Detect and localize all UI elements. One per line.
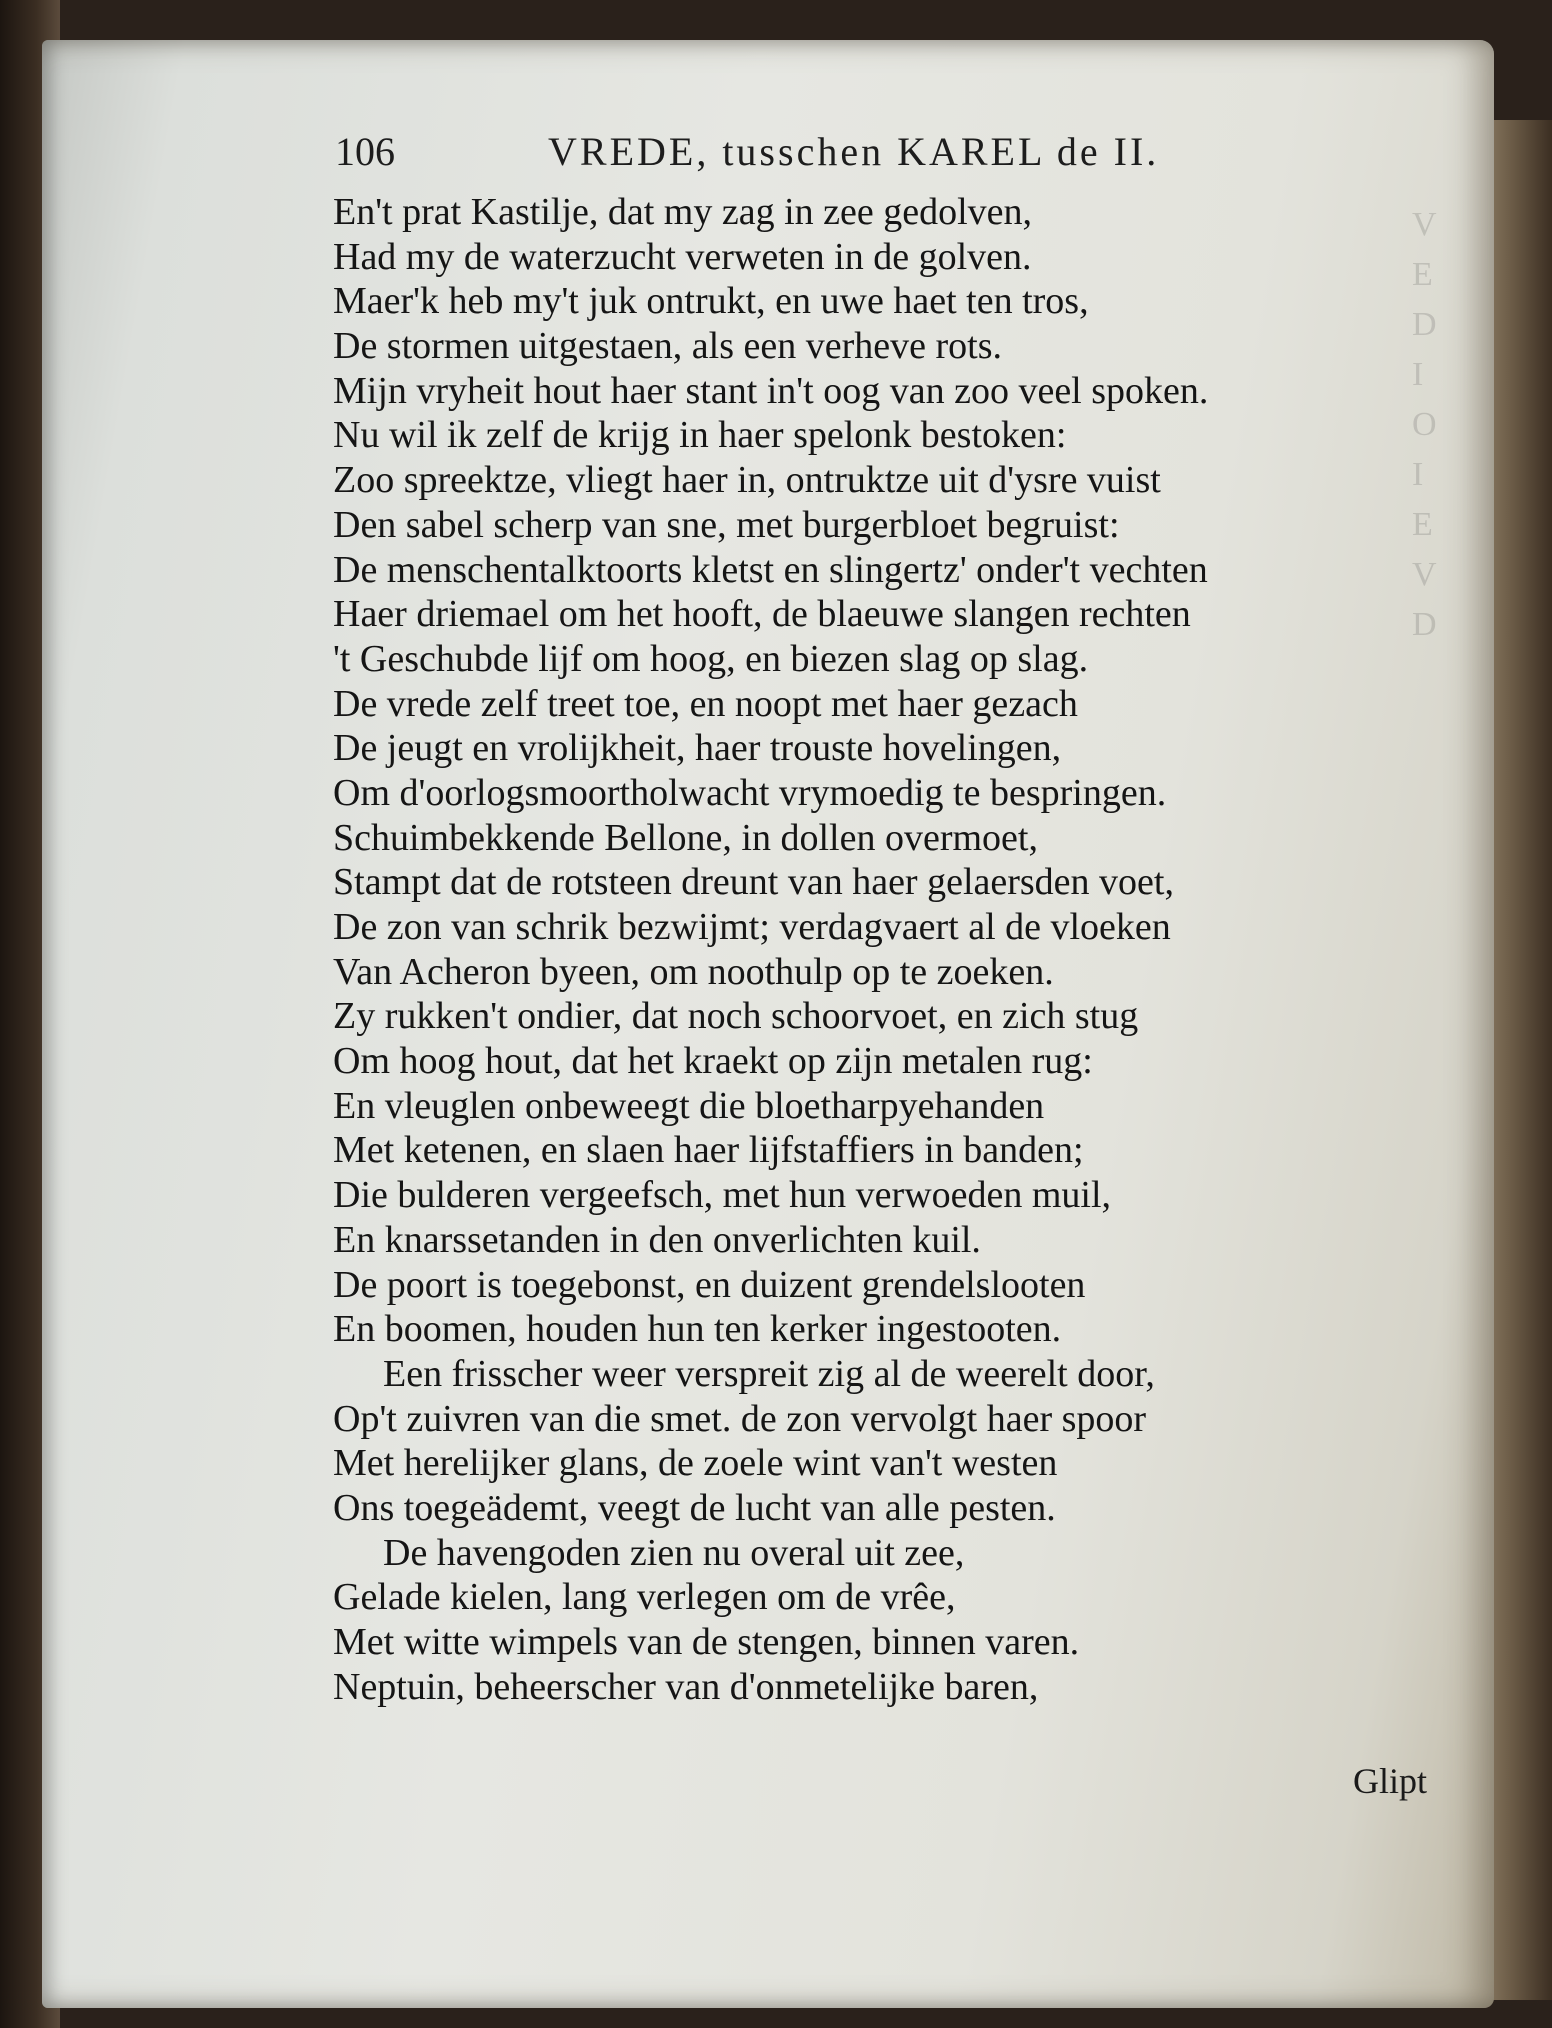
verse-line: Stampt dat de rotsteen dreunt van haer gelaersden voet, xyxy=(333,861,1174,904)
verse-line: De zon van schrik bezwijmt; verdagvaert al de vloeken xyxy=(333,906,1171,948)
verse-line: En boomen, houden hun ten kerker ingestooten. xyxy=(333,1308,1062,1351)
verse-line: Maer'k heb my't juk ontrukt, en uwe haet ten tros, xyxy=(333,280,1089,323)
verse-line: Haer driemael om het hooft, de blaeuwe slangen rechten xyxy=(333,593,1191,636)
verse-line: Van Acheron byeen, om noothulp op te zoeken. xyxy=(333,950,1054,993)
verse-line: Met ketenen, en slaen haer lijfstaffiers in banden; xyxy=(333,1129,1084,1172)
verse-text xyxy=(333,190,1423,1709)
verse-line: Neptuin, beheerscher van d'onmetelijke baren, xyxy=(333,1665,1039,1708)
bleed-through-text: V E D I O I E V D xyxy=(1412,206,1437,643)
verse-line: Die bulderen vergeefsch, met hun verwoeden muil, xyxy=(333,1174,1112,1217)
verse-line: 't Geschubde lijf om hoog, en biezen slag op slag. xyxy=(333,637,1089,680)
verse-line: En vleuglen onbeweegt die bloetharpyehanden xyxy=(333,1084,1045,1127)
verse-line: Ons toegeädemt, veegt de lucht van alle pesten. xyxy=(333,1486,1056,1529)
verse-line: En knarssetanden in den onverlichten kuil. xyxy=(333,1218,981,1261)
catchword: Glipt xyxy=(1353,1761,1428,1801)
verse-line: Nu wil ik zelf de krijg in haer spelonk bestoken: xyxy=(333,414,1067,457)
page-number: 106 xyxy=(335,129,395,174)
verse-line: De havengoden zien nu overal uit zee, xyxy=(383,1531,965,1574)
verse-line: Den sabel scherp van sne, met burgerbloet begruist: xyxy=(333,503,1120,546)
verse-line: De stormen uitgestaen, als een verheve rots. xyxy=(333,325,1002,368)
verse-line: Gelade kielen, lang verlegen om de vrêe, xyxy=(333,1576,956,1619)
verse-line: Een frisscher weer verspreit zig al de weerelt door, xyxy=(383,1352,1155,1395)
verse-line: Op't zuivren van die smet. de zon vervolgt haer spoor xyxy=(333,1397,1147,1440)
running-title: VREDE, tusschen KAREL de II. xyxy=(548,129,1160,174)
verse-line: Zy rukken't ondier, dat noch schoorvoet, en zich stug xyxy=(333,995,1139,1038)
verse-line: Zoo spreektze, vliegt haer in, ontruktze uit d'ysre vuist xyxy=(333,459,1161,502)
verse-line: En't prat Kastilje, dat my zag in zee gedolven, xyxy=(333,191,1033,233)
verse-line: Met witte wimpels van de stengen, binnen varen. xyxy=(333,1621,1080,1663)
verse-line: Had my de waterzucht verweten in de golven. xyxy=(333,235,1032,278)
page-header xyxy=(335,128,1415,184)
verse-line: Schuimbekkende Bellone, in dollen overmoet, xyxy=(333,816,1038,859)
verse-line: De poort is toegebonst, en duizent grendelslooten xyxy=(333,1263,1086,1306)
verse-line: De menschentalktoorts kletst en slingertz' onder't vechten xyxy=(333,548,1208,591)
verse-line: Met herelijker glans, de zoele wint van't westen xyxy=(333,1442,1058,1485)
verse-line: Om hoog hout, dat het kraekt op zijn metalen rug: xyxy=(333,1040,1093,1083)
verse-line: De vrede zelf treet toe, en noopt met haer gezach xyxy=(333,682,1078,725)
verse-line: De jeugt en vrolijkheit, haer trouste hovelingen, xyxy=(333,727,1062,770)
verse-line: Om d'oorlogsmoortholwacht vrymoedig te bespringen. xyxy=(333,771,1167,814)
verse-line: Mijn vryheit hout haer stant in't oog van zoo veel spoken. xyxy=(333,369,1209,412)
